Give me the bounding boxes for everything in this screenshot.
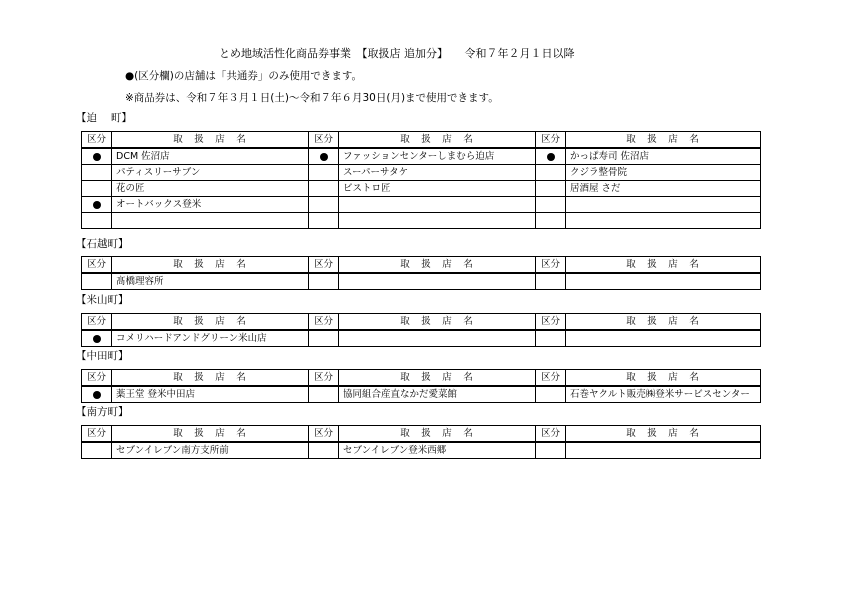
- division-header: 区分: [309, 370, 339, 387]
- store-name-header: 取 扱 店 名: [566, 314, 761, 331]
- store-name-header: 取 扱 店 名: [566, 257, 761, 274]
- common-voucher-dot-icon: [93, 335, 101, 343]
- store-name-cell: [339, 197, 536, 213]
- store-name-cell: セブンイレブン南方支所前: [112, 442, 309, 459]
- division-header: 区分: [82, 132, 112, 149]
- division-header: 区分: [536, 132, 566, 149]
- common-voucher-dot-icon: [93, 391, 101, 399]
- store-name-cell: クジラ整骨院: [566, 165, 761, 181]
- store-name-header: 取 扱 店 名: [566, 370, 761, 387]
- division-cell: [309, 165, 339, 181]
- section-label: 【迫 町】: [76, 112, 132, 124]
- store-name-header: 取 扱 店 名: [566, 132, 761, 149]
- store-name-header: 取 扱 店 名: [339, 257, 536, 274]
- store-table: [81, 369, 761, 403]
- store-name-cell: [339, 330, 536, 347]
- division-cell: [82, 181, 112, 197]
- division-cell: [536, 181, 566, 197]
- store-name-header: 取 扱 店 名: [339, 314, 536, 331]
- division-cell: [82, 442, 112, 459]
- division-cell: [536, 442, 566, 459]
- store-name-cell: [566, 197, 761, 213]
- common-voucher-note: ●(区分欄)の店舗は「共通券」のみ使用できます。: [125, 70, 363, 82]
- division-cell: [536, 148, 566, 165]
- division-header: 区分: [536, 370, 566, 387]
- division-cell: [536, 213, 566, 229]
- division-header: 区分: [536, 257, 566, 274]
- store-name-cell: 石巻ヤクルト販売㈱登米サービスセンター: [566, 386, 761, 403]
- table-header-row: [82, 314, 761, 331]
- division-cell: [82, 386, 112, 403]
- table-row: [82, 330, 761, 347]
- store-name-cell: スーパーサタケ: [339, 165, 536, 181]
- division-cell: [309, 213, 339, 229]
- division-header: 区分: [536, 426, 566, 443]
- store-name-cell: かっぱ寿司 佐沼店: [566, 148, 761, 165]
- store-name-cell: オートバックス登米: [112, 197, 309, 213]
- division-cell: [309, 181, 339, 197]
- division-cell: [82, 273, 112, 290]
- store-name-cell: [566, 330, 761, 347]
- store-name-cell: 協同組合産直なかだ愛菜館: [339, 386, 536, 403]
- division-header: 区分: [82, 314, 112, 331]
- table-header-row: [82, 426, 761, 443]
- division-cell: [536, 330, 566, 347]
- table-header-row: [82, 370, 761, 387]
- store-name-header: 取 扱 店 名: [112, 426, 309, 443]
- division-header: 区分: [309, 314, 339, 331]
- store-name-header: 取 扱 店 名: [112, 132, 309, 149]
- division-cell: [309, 330, 339, 347]
- validity-period-note: ※商品券は、令和７年３月１日(土)～令和７年６月30日(月)まで使用できます。: [125, 92, 499, 104]
- table-row: [82, 273, 761, 290]
- division-cell: [309, 386, 339, 403]
- table-header-row: [82, 132, 761, 149]
- store-name-header: 取 扱 店 名: [339, 370, 536, 387]
- store-name-cell: [339, 213, 536, 229]
- section-label: 【石越町】: [76, 238, 129, 250]
- division-header: 区分: [82, 370, 112, 387]
- store-name-cell: セブンイレブン登米西郷: [339, 442, 536, 459]
- table-header-row: [82, 257, 761, 274]
- store-table: [81, 131, 761, 229]
- division-header: 区分: [82, 257, 112, 274]
- table-row: [82, 181, 761, 197]
- store-name-cell: 髙橋理容所: [112, 273, 309, 290]
- store-name-cell: 居酒屋 さだ: [566, 181, 761, 197]
- division-cell: [82, 148, 112, 165]
- division-cell: [536, 197, 566, 213]
- division-header: 区分: [309, 132, 339, 149]
- store-name-header: 取 扱 店 名: [339, 426, 536, 443]
- store-name-header: 取 扱 店 名: [339, 132, 536, 149]
- store-table: [81, 313, 761, 347]
- store-name-header: 取 扱 店 名: [112, 257, 309, 274]
- division-header: 区分: [309, 257, 339, 274]
- division-cell: [309, 197, 339, 213]
- division-cell: [536, 386, 566, 403]
- common-voucher-dot-icon: [93, 201, 101, 209]
- store-name-cell: [112, 213, 309, 229]
- division-header: 区分: [82, 426, 112, 443]
- division-header: 区分: [309, 426, 339, 443]
- store-table: [81, 256, 761, 290]
- table-row: [82, 386, 761, 403]
- page-title: とめ地域活性化商品券事業 【取扱店 追加分】 令和７年２月１日以降: [219, 47, 575, 60]
- store-name-cell: ビストロ匠: [339, 181, 536, 197]
- store-name-header: 取 扱 店 名: [112, 314, 309, 331]
- store-name-cell: 花の匠: [112, 181, 309, 197]
- division-cell: [82, 197, 112, 213]
- table-row: [82, 213, 761, 229]
- section-label: 【米山町】: [76, 294, 129, 306]
- division-cell: [82, 213, 112, 229]
- table-row: [82, 197, 761, 213]
- table-row: [82, 442, 761, 459]
- table-row: [82, 165, 761, 181]
- common-voucher-dot-icon: [320, 153, 328, 161]
- store-name-cell: コメリハードアンドグリーン米山店: [112, 330, 309, 347]
- division-cell: [536, 273, 566, 290]
- store-name-cell: パティスリーサブン: [112, 165, 309, 181]
- store-name-cell: ファッションセンターしまむら迫店: [339, 148, 536, 165]
- store-name-cell: [566, 273, 761, 290]
- division-cell: [536, 165, 566, 181]
- division-cell: [82, 330, 112, 347]
- division-header: 区分: [536, 314, 566, 331]
- division-cell: [82, 165, 112, 181]
- common-voucher-dot-icon: [93, 153, 101, 161]
- store-name-cell: DCM 佐沼店: [112, 148, 309, 165]
- store-name-cell: [339, 273, 536, 290]
- store-table: [81, 425, 761, 459]
- store-name-cell: 薬王堂 登米中田店: [112, 386, 309, 403]
- division-cell: [309, 273, 339, 290]
- store-name-header: 取 扱 店 名: [112, 370, 309, 387]
- common-voucher-dot-icon: [547, 153, 555, 161]
- division-cell: [309, 442, 339, 459]
- store-name-cell: [566, 442, 761, 459]
- section-label: 【南方町】: [76, 406, 129, 418]
- store-name-cell: [566, 213, 761, 229]
- table-row: [82, 148, 761, 165]
- section-label: 【中田町】: [76, 350, 129, 362]
- store-name-header: 取 扱 店 名: [566, 426, 761, 443]
- division-cell: [309, 148, 339, 165]
